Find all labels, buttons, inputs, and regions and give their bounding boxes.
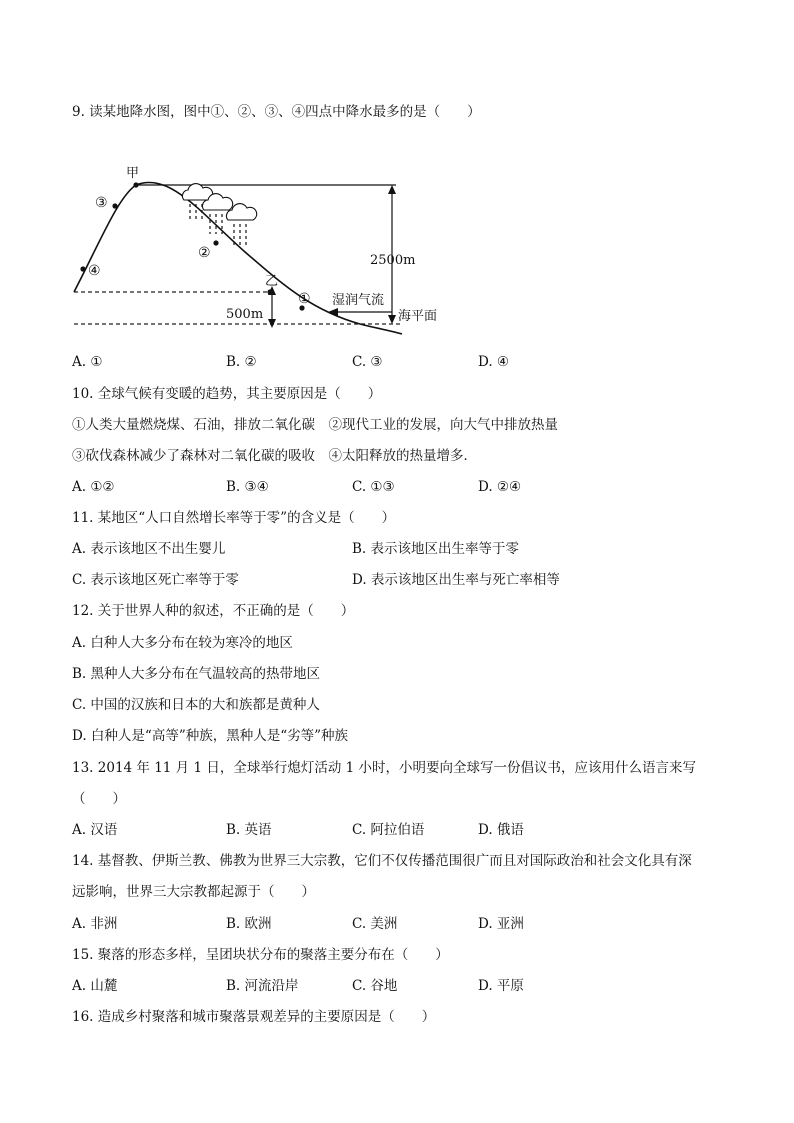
label-mark1: ① [298, 291, 311, 307]
label-mark2: ② [198, 245, 211, 261]
q9-option-a: A. ① [72, 354, 103, 370]
q13-option-b: B. 英语 [226, 822, 272, 838]
q15-option-d: D. 平原 [478, 978, 524, 994]
q10-option-d: D. ②④ [478, 479, 522, 495]
q12-option-a: A. 白种人大多分布在较为寒冷的地区 [72, 635, 293, 651]
q9-option-b: B. ② [226, 354, 257, 370]
q12-stem: 12. 关于世界人种的叙述，不正确的是（ ） [72, 603, 355, 619]
q11-stem: 11. 某地区“人口自然增长率等于零”的含义是（ ） [72, 510, 396, 526]
label-500m: 500m [226, 307, 264, 322]
arrow-up-2500 [388, 185, 396, 194]
label-2500m: 2500m [370, 253, 416, 268]
q14-option-b: B. 欧洲 [226, 916, 272, 932]
q14-option-a: A. 非洲 [72, 916, 118, 932]
q11-option-c: C. 表示该地区死亡率等于零 [72, 572, 239, 588]
q13-option-a: A. 汉语 [72, 822, 118, 838]
q11-option-a: A. 表示该地区不出生婴儿 [72, 541, 226, 557]
q13-stem-line-1: 13. 2014 年 11 月 1 日，全球举行熄灯活动 1 小时，小明要向全球写一份倡议书，应该用什么语言来写 [72, 760, 697, 776]
q13-stem-line-2: （ ） [72, 791, 126, 807]
q12-option-d: D. 白种人是“高等”种族，黑种人是“劣等”种族 [72, 728, 349, 744]
point-4 [80, 266, 85, 271]
q14-option-c: C. 美洲 [352, 916, 398, 932]
point-3 [112, 203, 117, 208]
q12-option-c: C. 中国的汉族和日本的大和族都是黄种人 [72, 697, 320, 713]
q11-option-b: B. 表示该地区出生率等于零 [352, 541, 520, 557]
arrow-down-2500 [388, 315, 396, 324]
q9-option-c: C. ③ [352, 354, 383, 370]
q10-option-a: A. ①② [72, 479, 115, 495]
q10-statement-line-2: ③砍伐森林减少了森林对二氧化碳的吸收 ④太阳释放的热量增多． [72, 448, 477, 464]
point-peak [133, 182, 138, 187]
q16-stem: 16. 造成乡村聚落和城市聚落景观差异的主要原因是（ ） [72, 1009, 436, 1025]
arrow-down-500 [268, 319, 276, 328]
label-point-b: 乙 [265, 274, 279, 289]
label-peak: 甲 [126, 166, 140, 181]
q14-option-d: D. 亚洲 [478, 916, 524, 932]
q9-precipitation-diagram [70, 162, 450, 342]
q10-statement-line-1: ①人类大量燃烧煤、石油，排放二氧化碳 ②现代工业的发展，向大气中排放热量 [72, 417, 558, 433]
q13-option-c: C. 阿拉伯语 [352, 822, 425, 838]
point-b [267, 289, 272, 294]
q10-stem: 10. 全球气候有变暖的趋势，其主要原因是（ ） [72, 386, 382, 402]
q12-option-b: B. 黑种人大多分布在气温较高的热带地区 [72, 666, 321, 682]
label-airflow: 湿润气流 [332, 293, 385, 308]
q13-option-d: D. 俄语 [478, 822, 524, 838]
q15-option-b: B. 河流沿岸 [226, 978, 299, 994]
q14-stem-line-1: 14. 基督教、伊斯兰教、佛教为世界三大宗教，它们不仅传播范围很广而且对国际政治和社会文化具有深 [72, 853, 692, 869]
q14-stem-line-2: 远影响，世界三大宗教都起源于（ ） [72, 884, 315, 900]
label-mark4: ④ [88, 263, 101, 279]
q9-stem: 9. 读某地降水图，图中①、②、③、④四点中降水最多的是（ ） [72, 104, 481, 120]
rain-cloud-icon [182, 184, 256, 220]
q15-option-c: C. 谷地 [352, 978, 398, 994]
point-2 [213, 240, 218, 245]
q10-option-b: B. ③④ [226, 479, 269, 495]
label-mark3: ③ [95, 195, 108, 211]
q15-stem: 15. 聚落的形态多样，呈团块状分布的聚落主要分布在（ ） [72, 947, 449, 963]
q11-option-d: D. 表示该地区出生率与死亡率相等 [352, 572, 560, 588]
q10-option-c: C. ①③ [352, 479, 395, 495]
label-sea-level: 海平面 [398, 309, 438, 324]
q9-option-d: D. ④ [478, 354, 510, 370]
q15-option-a: A. 山麓 [72, 978, 118, 994]
